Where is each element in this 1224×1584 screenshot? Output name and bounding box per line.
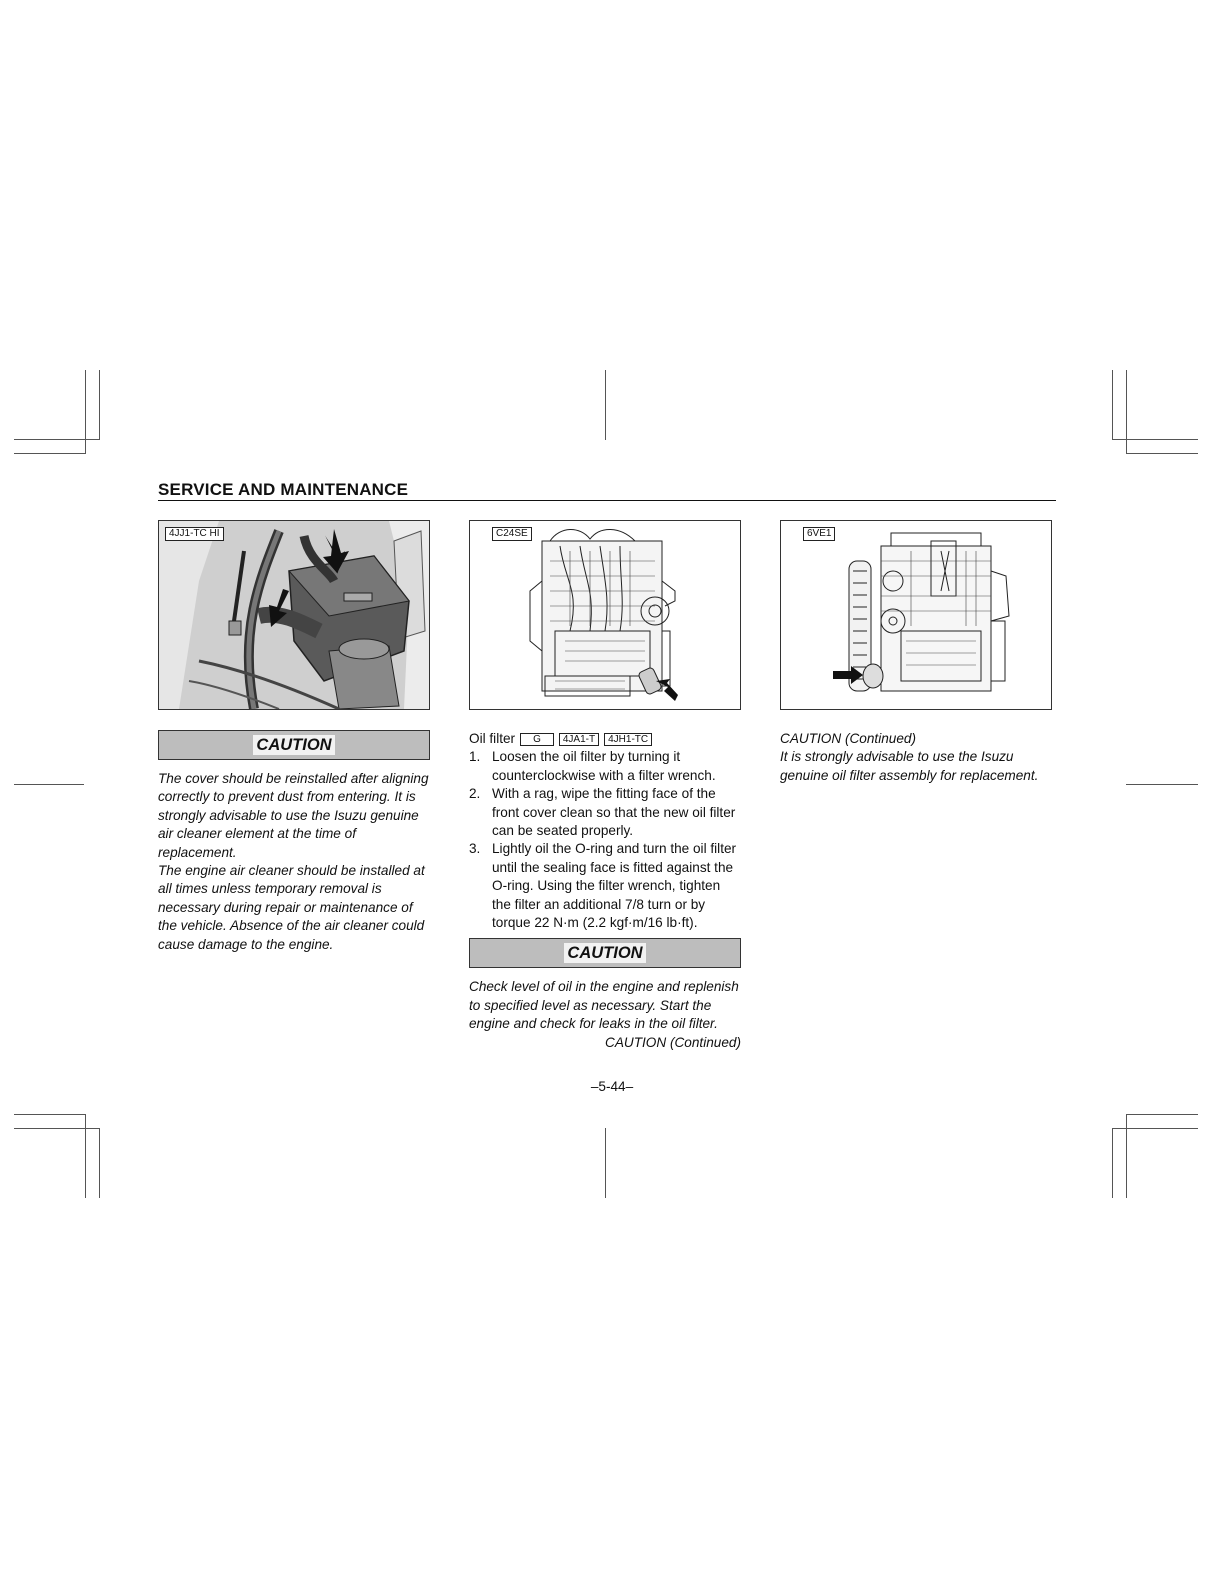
step-number: 2.	[469, 786, 481, 802]
engine-tag: 4JA1-T	[559, 733, 599, 746]
oil-filter-steps	[469, 748, 741, 932]
step-text: Lightly oil the O-ring and turn the oil filter until the sealing face is fitted against the O-ring. Using the filter wrench, tighten the filter an additional 7/8 turn or by torque 22 N·m (2.2 kgf·m/16 lb·ft).	[492, 841, 737, 931]
step-number: 1.	[469, 749, 481, 765]
oil-filter-illustration-6ve1	[780, 520, 1052, 710]
step-text: Loosen the oil filter by turning it counterclockwise with a filter wrench.	[492, 749, 716, 783]
figure-engine-label: 6VE1	[803, 527, 835, 541]
caution-box	[158, 730, 430, 760]
caution-paragraph: The cover should be reinstalled after aligning correctly to prevent dust from entering. It is strongly advisable to use the Isuzu genuine air cleaner element at the time of replacement.	[158, 771, 429, 860]
section-header	[158, 480, 1056, 501]
step-item	[469, 748, 741, 785]
caution-continued: CAUTION (Continued)	[605, 1034, 741, 1050]
caution-text	[158, 770, 430, 954]
figure-engine-label: C24SE	[492, 527, 532, 541]
section-title: SERVICE AND MAINTENANCE	[158, 480, 409, 499]
caution-continued-heading: CAUTION (Continued)	[780, 731, 916, 746]
oil-filter-heading: Oil filter	[469, 731, 516, 746]
6ve1-engine-drawing	[781, 521, 1051, 709]
step-item	[469, 785, 741, 840]
caution-label: CAUTION	[253, 735, 334, 755]
oil-filter-illustration-c24se	[469, 520, 741, 710]
page-number: –5-44–	[590, 1079, 634, 1094]
air-cleaner-illustration	[158, 520, 430, 710]
engine-tag: G	[520, 733, 554, 746]
column-oil-filter-6ve1	[780, 520, 1052, 785]
step-item	[469, 840, 741, 932]
column-air-cleaner	[158, 520, 430, 954]
air-cleaner-drawing	[159, 521, 429, 709]
column-oil-filter	[469, 520, 741, 1052]
oil-filter-heading-row	[469, 730, 741, 748]
c24se-engine-drawing	[470, 521, 740, 709]
engine-tag: 4JH1-TC	[604, 733, 652, 746]
step-text: With a rag, wipe the fitting face of the front cover clean so that the new oil filter can be seated properly.	[492, 786, 736, 839]
step-number: 3.	[469, 841, 481, 857]
caution-label: CAUTION	[564, 943, 645, 963]
caution-paragraph: The engine air cleaner should be installed at all times unless temporary removal is necessary during repair or maintenance of the vehicle. Absence of the air cleaner could cause damage to the engine.	[158, 863, 425, 952]
caution-box	[469, 938, 741, 968]
caution-text: Check level of oil in the engine and replenish to specified level as necessary. Start the engine and check for leaks in the oil filter.	[469, 979, 739, 1032]
caution-text: It is strongly advisable to use the Isuzu genuine oil filter assembly for replacement.	[780, 749, 1039, 783]
figure-engine-label: 4JJ1-TC HI	[165, 527, 224, 541]
